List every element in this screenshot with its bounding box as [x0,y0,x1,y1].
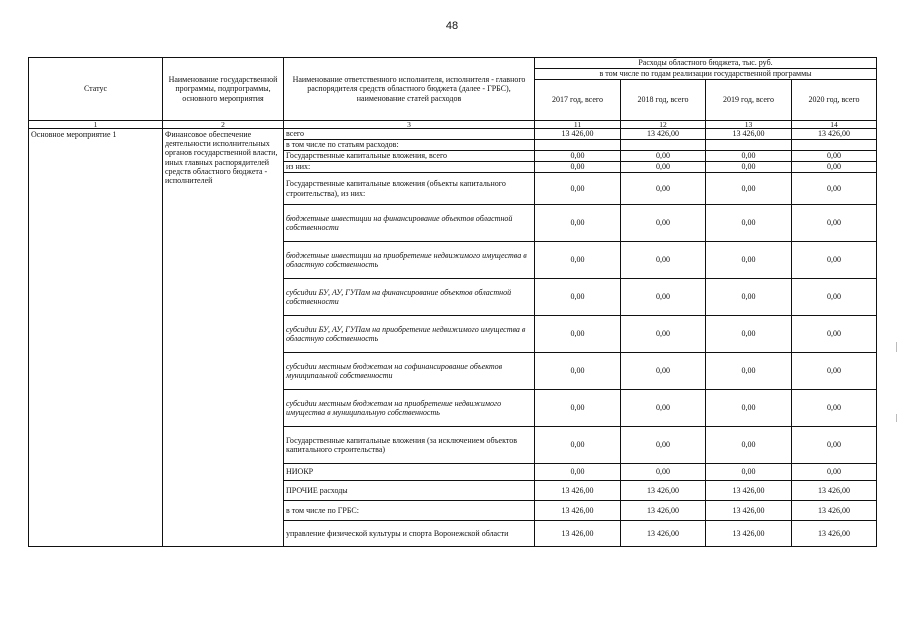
header-year: 2020 год, всего [792,80,877,121]
value-2018: 0,00 [621,316,706,353]
column-number: 13 [706,121,792,129]
value-2019: 0,00 [706,316,792,353]
scan-mark [896,414,897,422]
value-2020 [792,140,877,151]
value-2017: 13 426,00 [535,521,621,547]
value-2019 [706,140,792,151]
value-2018: 0,00 [621,173,706,205]
row-label: в том числе по ГРБС: [284,501,535,521]
value-2018: 0,00 [621,390,706,427]
value-2020: 0,00 [792,427,877,464]
value-2017: 13 426,00 [535,481,621,501]
value-2018: 0,00 [621,162,706,173]
value-2019: 13 426,00 [706,521,792,547]
value-2020: 13 426,00 [792,129,877,140]
value-2020: 0,00 [792,279,877,316]
scan-mark [896,342,897,352]
value-2017: 0,00 [535,316,621,353]
value-2017: 0,00 [535,162,621,173]
column-number: 1 [29,121,163,129]
row-label: управление физической культуры и спорта Воронежской области [284,521,535,547]
value-2020: 13 426,00 [792,481,877,501]
header-year: 2017 год, всего [535,80,621,121]
row-label: субсидии местным бюджетам на приобретение недвижимого имущества в муниципальную собственность [284,390,535,427]
value-2017: 0,00 [535,151,621,162]
value-2017: 0,00 [535,427,621,464]
row-label: НИОКР [284,464,535,481]
value-2018: 0,00 [621,427,706,464]
value-2018: 13 426,00 [621,521,706,547]
value-2018: 13 426,00 [621,481,706,501]
row-label: Государственные капитальные вложения (объекты капитального строительства), из них: [284,173,535,205]
value-2019: 0,00 [706,279,792,316]
value-2017: 0,00 [535,242,621,279]
value-2020: 0,00 [792,173,877,205]
value-2019: 13 426,00 [706,129,792,140]
row-label: Государственные капитальные вложения (за исключением объектов капитального строительства) [284,427,535,464]
row-label: из них: [284,162,535,173]
value-2019: 13 426,00 [706,481,792,501]
column-number: 11 [535,121,621,129]
column-number: 14 [792,121,877,129]
value-2019: 0,00 [706,205,792,242]
header-year: 2019 год, всего [706,80,792,121]
header-program-name: Наименование государственной программы, подпрограммы, основного мероприятия [163,58,284,121]
header-executor: Наименование ответственного исполнителя, исполнителя - главного распорядителя средств областного бюджета (далее - ГРБС), наименование статей расходов [284,58,535,121]
value-2018 [621,140,706,151]
value-2017: 0,00 [535,390,621,427]
column-number: 2 [163,121,284,129]
value-2019: 0,00 [706,151,792,162]
value-2017 [535,140,621,151]
status-cell: Основное мероприятие 1 [29,129,163,547]
column-number: 3 [284,121,535,129]
row-label: всего [284,129,535,140]
value-2020: 0,00 [792,242,877,279]
row-label: субсидии местным бюджетам на софинансирование объектов муниципальной собственности [284,353,535,390]
value-2017: 13 426,00 [535,129,621,140]
value-2019: 0,00 [706,464,792,481]
value-2019: 0,00 [706,390,792,427]
row-label: ПРОЧИЕ расходы [284,481,535,501]
row-label: в том числе по статьям расходов: [284,140,535,151]
value-2018: 0,00 [621,151,706,162]
value-2019: 0,00 [706,427,792,464]
column-number: 12 [621,121,706,129]
value-2019: 0,00 [706,353,792,390]
value-2020: 0,00 [792,162,877,173]
value-2019: 0,00 [706,173,792,205]
header-status: Статус [29,58,163,121]
value-2020: 13 426,00 [792,501,877,521]
value-2020: 0,00 [792,316,877,353]
value-2018: 0,00 [621,242,706,279]
value-2018: 0,00 [621,353,706,390]
value-2018: 13 426,00 [621,501,706,521]
value-2020: 0,00 [792,390,877,427]
value-2017: 0,00 [535,464,621,481]
value-2018: 0,00 [621,279,706,316]
row-label: бюджетные инвестиции на финансирование объектов областной собственности [284,205,535,242]
program-name-cell: Финансовое обеспечение деятельности исполнительных органов государственной власти, иных главных распорядителей средств областного бюджета - исполнителей [163,129,284,547]
header-expenses-title: Расходы областного бюджета, тыс. руб. [535,58,877,69]
row-label: субсидии БУ, АУ, ГУПам на финансирование объектов областной собственности [284,279,535,316]
header-by-years: в том числе по годам реализации государственной программы [535,69,877,80]
value-2017: 0,00 [535,279,621,316]
header-year: 2018 год, всего [621,80,706,121]
value-2020: 0,00 [792,151,877,162]
value-2018: 0,00 [621,464,706,481]
header-row-1 [29,58,877,69]
value-2018: 13 426,00 [621,129,706,140]
row-label: Государственные капитальные вложения, всего [284,151,535,162]
value-2020: 0,00 [792,205,877,242]
value-2018: 0,00 [621,205,706,242]
value-2017: 0,00 [535,173,621,205]
value-2019: 0,00 [706,162,792,173]
value-2020: 0,00 [792,353,877,390]
table-row [29,129,877,140]
value-2019: 13 426,00 [706,501,792,521]
budget-table [28,57,877,547]
value-2020: 0,00 [792,464,877,481]
value-2017: 0,00 [535,205,621,242]
value-2017: 0,00 [535,353,621,390]
row-label: бюджетные инвестиции на приобретение недвижимого имущества в областную собственность [284,242,535,279]
value-2019: 0,00 [706,242,792,279]
column-number-row [29,121,877,129]
value-2017: 13 426,00 [535,501,621,521]
row-label: субсидии БУ, АУ, ГУПам на приобретение недвижимого имущества в областную собственность [284,316,535,353]
page-number: 48 [445,20,459,32]
value-2020: 13 426,00 [792,521,877,547]
